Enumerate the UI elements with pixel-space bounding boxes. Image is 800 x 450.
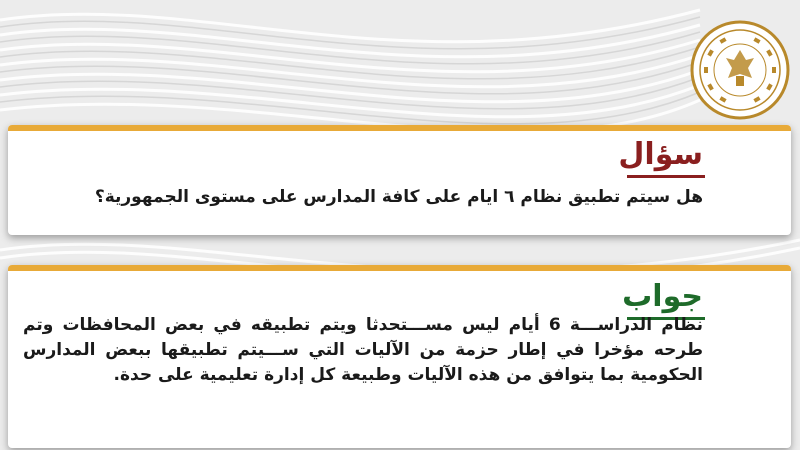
question-text: هل سيتم تطبيق نظام ٦ ايام على كافة المدارس على مستوى الجمهورية؟ [94,187,703,207]
answer-card [8,265,791,448]
question-card [8,125,791,235]
answer-text: نظام الدراســـة 6 أيام ليس مســـتحدثا ويتم تطبيقه في بعض المحافظات وتم طرحه مؤخرا في إطار حزمة من الآليات التي ســـيتم تطبيقها ببعض المدارس الحكومية بما يتوافق من هذه الآليات وطبيعة كل إدارة تعليمية على حدة. [23,315,703,385]
question-card-top-bar [8,125,791,131]
answer-heading: جواب [622,279,703,314]
ministry-of-education-seal-icon [690,20,790,120]
question-heading-underline [627,175,705,178]
answer-card-top-bar [8,265,791,271]
question-heading: سؤال [618,137,703,172]
